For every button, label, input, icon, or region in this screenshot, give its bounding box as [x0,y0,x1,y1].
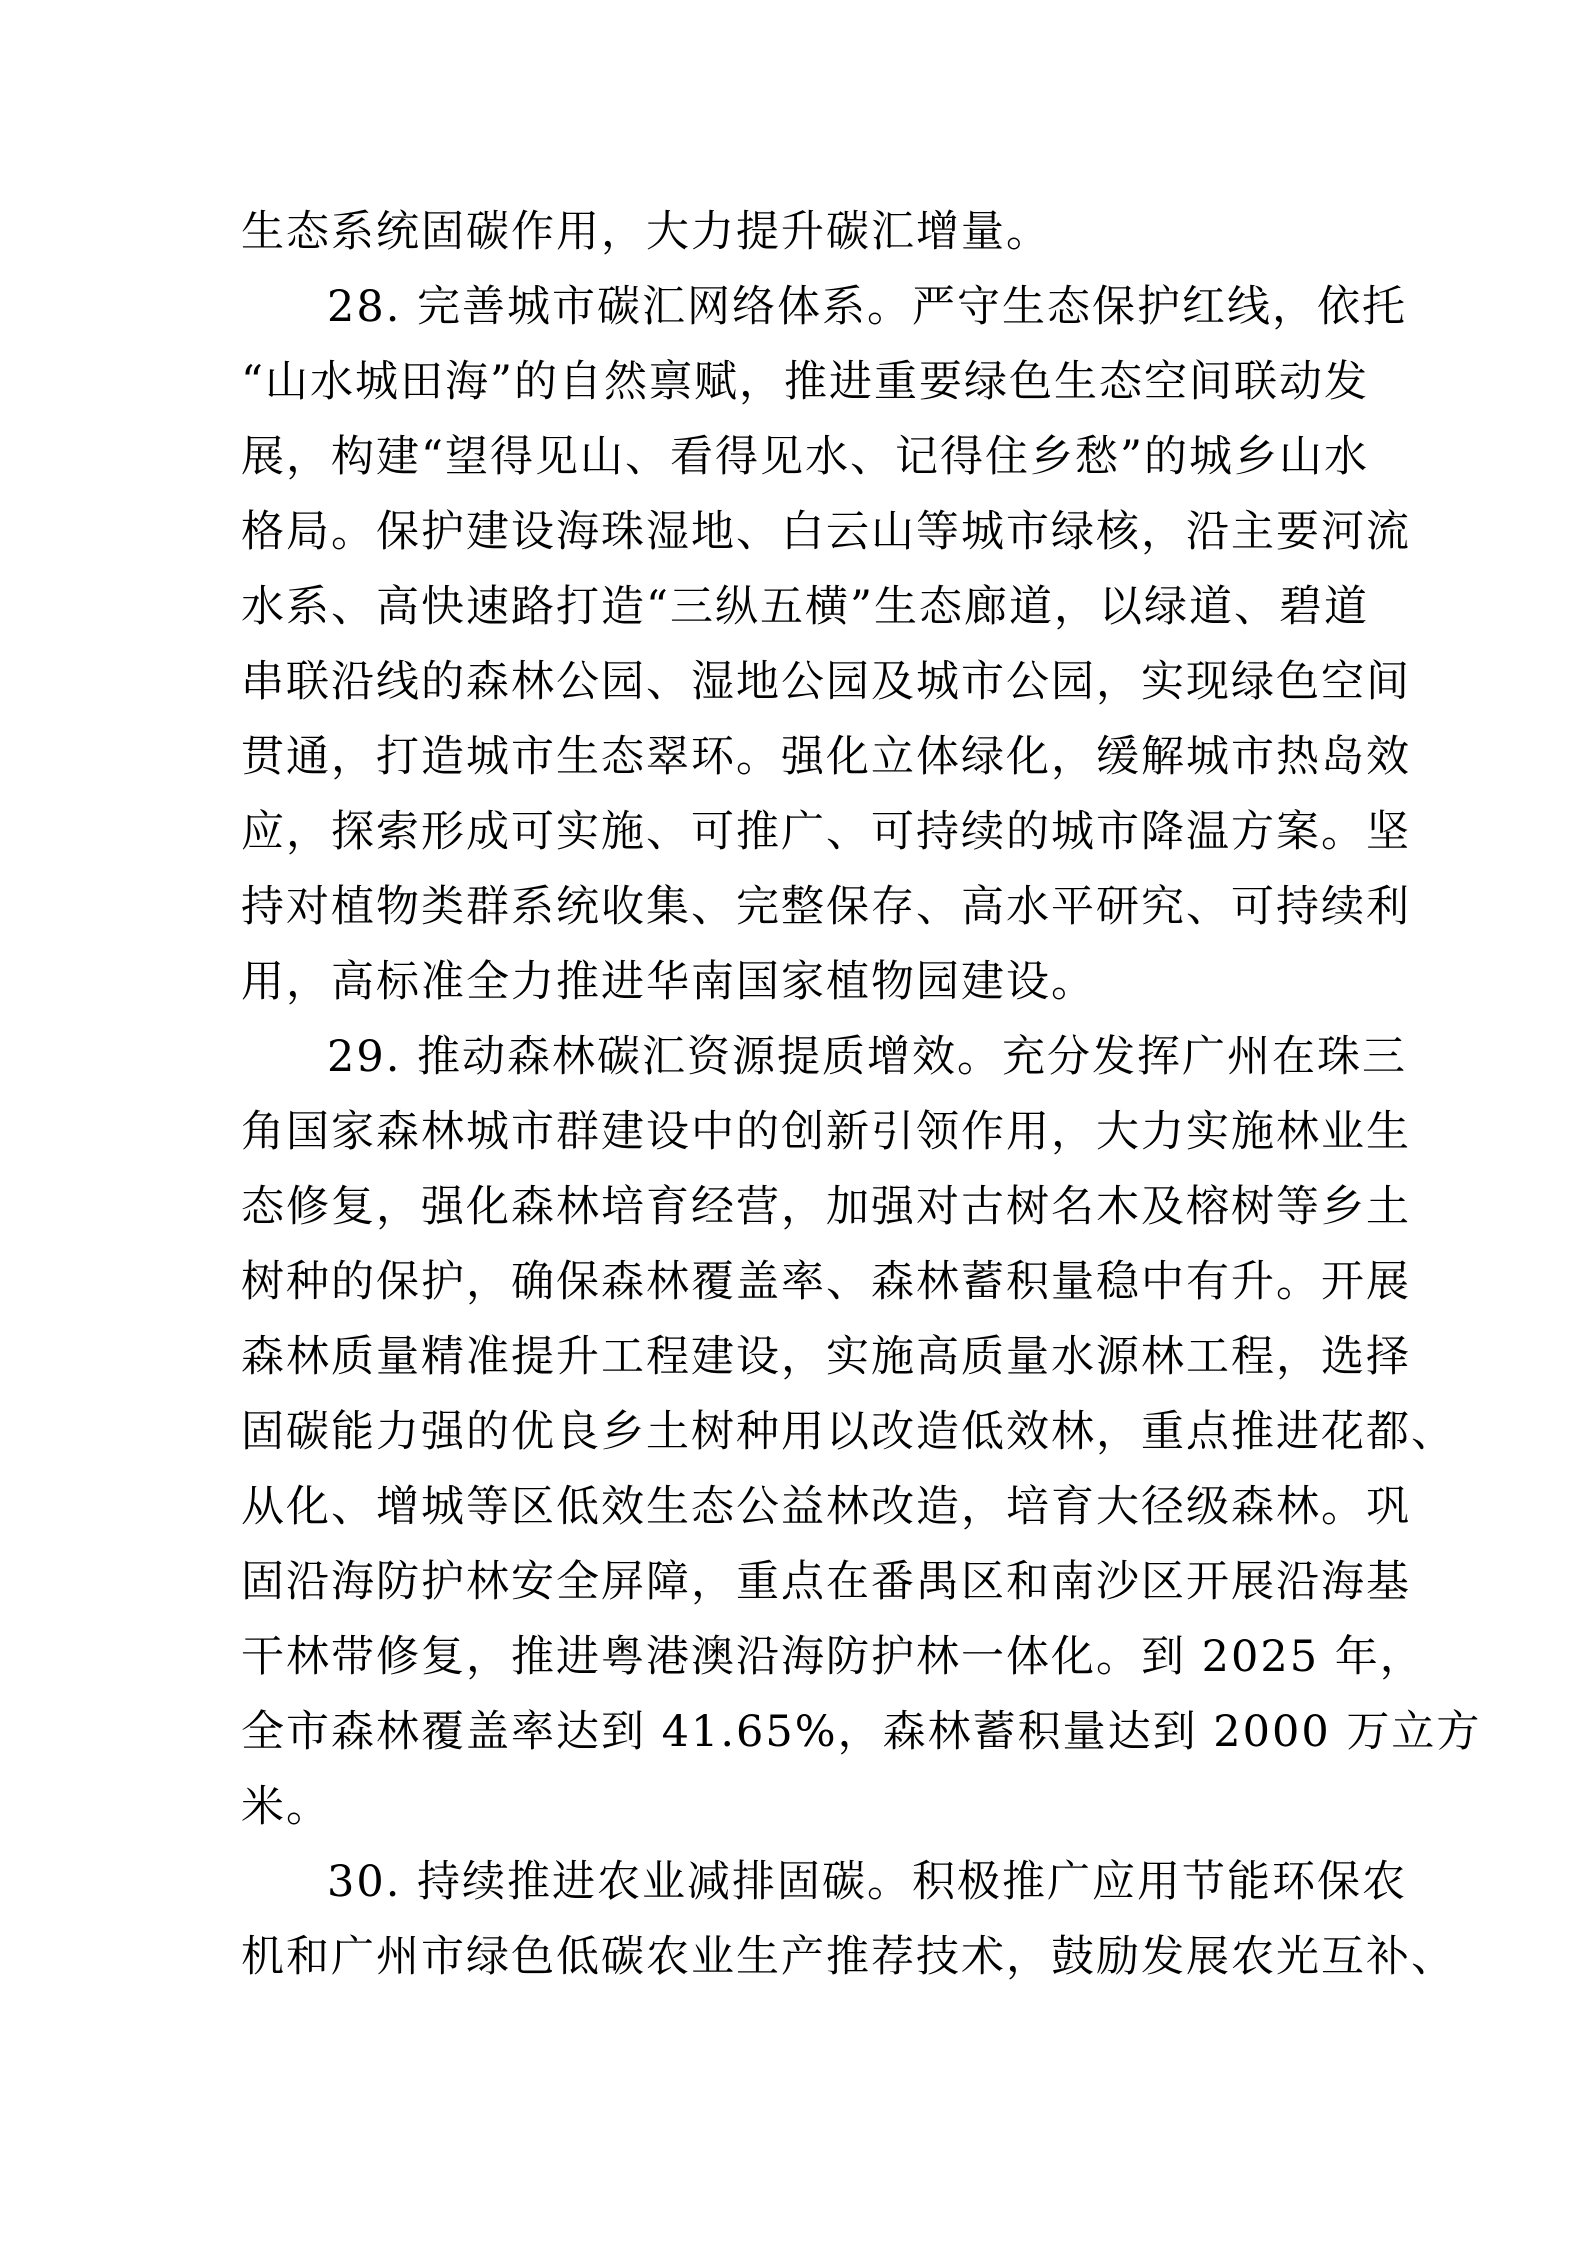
text-line: 29. 推动森林碳汇资源提质增效。充分发挥广州在珠三 [327,1032,1408,1082]
text-line: 应，探索形成可实施、可推广、可持续的城市降温方案。坚 [241,807,1411,857]
text-line: 生态系统固碳作用，大力提升碳汇增量。 [241,207,1051,257]
text-line: 全市森林覆盖率达到 41.65%，森林蓄积量达到 2000 万立方 [241,1707,1482,1757]
text-line: “山水城田海”的自然禀赋，推进重要绿色生态空间联动发 [241,357,1369,407]
text-line: 串联沿线的森林公园、湿地公园及城市公园，实现绿色空间 [241,657,1411,707]
text-line: 树种的保护，确保森林覆盖率、森林蓄积量稳中有升。开展 [241,1257,1411,1307]
paragraph-section-29 [241,1020,1482,1845]
text-line: 30. 持续推进农业减排固碳。积极推广应用节能环保农 [327,1857,1408,1907]
text-line: 米。 [241,1782,331,1832]
text-line: 固沿海防护林安全屏障，重点在番禺区和南沙区开展沿海基 [241,1557,1411,1607]
text-line: 森林质量精准提升工程建设，实施高质量水源林工程，选择 [241,1332,1411,1382]
text-line: 格局。保护建设海珠湿地、白云山等城市绿核，沿主要河流 [241,507,1411,557]
paragraph-section-28 [241,270,1411,1020]
paragraph-section-30 [241,1845,1456,1995]
text-line: 机和广州市绿色低碳农业生产推荐技术，鼓励发展农光互补、 [241,1932,1456,1982]
text-line: 水系、高快速路打造“三纵五横”生态廊道，以绿道、碧道 [241,582,1369,632]
text-line: 持对植物类群系统收集、完整保存、高水平研究、可持续利 [241,882,1411,932]
text-line: 干林带修复，推进粤港澳沿海防护林一体化。到 2025 年， [241,1632,1425,1682]
text-line: 用，高标准全力推进华南国家植物园建设。 [241,957,1096,1007]
text-line: 展，构建“望得见山、看得见水、记得住乡愁”的城乡山水 [241,432,1369,482]
text-line: 固碳能力强的优良乡土树种用以改造低效林，重点推进花都、 [241,1407,1456,1457]
text-line: 态修复，强化森林培育经营，加强对古树名木及榕树等乡土 [241,1182,1411,1232]
text-line: 贯通，打造城市生态翠环。强化立体绿化，缓解城市热岛效 [241,732,1411,782]
text-line: 从化、增城等区低效生态公益林改造，培育大径级森林。巩 [241,1482,1411,1532]
text-line: 角国家森林城市群建设中的创新引领作用，大力实施林业生 [241,1107,1411,1157]
paragraph-intro [241,195,1349,270]
text-line: 28. 完善城市碳汇网络体系。严守生态保护红线，依托 [327,282,1408,332]
